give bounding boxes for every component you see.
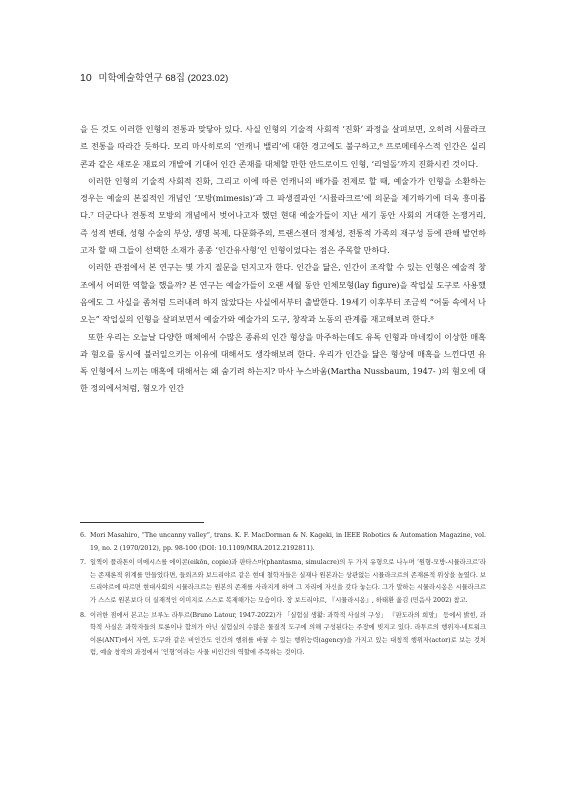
paragraph: 또한 우리는 오늘날 다양한 매체에서 수많은 종류의 인간 형상을 마주하는데도 유독 인형과 마네킹이 이상한 매혹과 혐오를 동시에 불러일으키는 이유에 대해서도 생각해보려 한다. 우리가 인간을 닮은 형상에 매혹을 느낀다면 유독 인형에서 느끼는 매혹에 대해서는 왜 숨기려 하는지? 마사 누스바움(Martha Nussbaum, 1947- )의 혐오에 대한 정의에서처럼, 혐오가 인간	[80, 331, 486, 394]
footnote-text: 이러한 점에서 본고는 브루노 라투르(Bruno Latour, 1947-2022)가 「실험실 생활: 과학적 사실의 구성」 『판도라의 희망』 등에서 밝힌, 과학적 사실은 과학자들의 토론이나 합의가 아닌 실험실의 수많은 물질적 도구에 의해 구성된다는 주장에 빚지고 있다. 라투르의 행위자-네트워크 이론(ANT)에서 자연, 도구와 같은 비인간도 인간의 행위를 바꿀 수 있는 행위능력(agency)을 가지고 있는 대칭적 행위자(actor)로 보는 것처럼, 예술 창작의 과정에서 ‘인형’이라는 사물 비인간의 역할에 주목하는 것이다.	[90, 611, 486, 657]
journal-title: 미학예술학연구 68집 (2023.02)	[98, 73, 229, 84]
body-text	[80, 121, 486, 398]
footnote-separator	[80, 522, 204, 523]
footnote-text: 일찍이 플라톤이 미메시스를 에이콘(eikōn, copie)과 판타스마(phantasma, simulacre)의 두 가지 유형으로 나누며 ‘원형-모방-시뮬라크르’라는 존재론적 위계를 만들었다면, 들뢰즈와 보드리야르 같은 현대 철학자들은 실재나 원본과는 상관없는 시뮬라크르의 존재론적 위상을 높였다. 보드리야르에 따르면 현대사회의 시뮬라크르는 원본의 존재를 사라지게 하며 그 자리에 자신을 갖다 놓는다. 그가 말하는 시뮬라시옹은 시뮬라크르가 스스로 원본보다 더 실재적인 이미지로 스스로 복제해가는 모습이다. 장 보드리야르, 『시뮬라시옹』, 하태환 옮김 (민음사 2002) 참고.	[90, 559, 486, 604]
paragraph: 이러한 인형의 기술적 사회적 진화, 그리고 이에 따른 언캐니의 배가를 전제로 할 때, 예술가가 인형을 소환하는 경우는 예술의 본질적인 개념인 ‘모방(mimesis)’과 그 파생결과인 ‘시뮬라크르’에 의문을 제기하기에 더욱 흥미롭다.⁷ 더군다나 전통적 모방의 개념에서 벗어나고자 했던 현대 예술가들이 지난 세기 동안 사회의 거대한 논쟁거리, 즉 성적 변태, 성형 수술의 부상, 생명 복제, 다문화주의, 트랜스젠더 정체성, 전통적 가족의 재구성 등에 관해 발언하고자 할 때 그들이 선택한 소재가 종종 ‘인간유사형’인 인형이었다는 점은 주목할 만하다.	[80, 175, 486, 256]
footnote-number: 7.	[80, 559, 87, 567]
paragraph: 을 든 것도 이러한 인형의 전통과 맞닿아 있다. 사실 인형의 기술적 사회적 ‘진화’ 과정을 살펴보면, 오히려 시뮬라크르 전통을 따라간 듯하다. 모리 마사히로의 ‘언캐니 밸리’에 대한 경고에도 불구하고,⁶ 프로메테우스적 인간은 실리콘과 같은 새로운 재료의 개발에 기대어 인간 존재를 대체할 만한 안드로이드 인형, ‘리얼돌’까지 진화시킨 것이다.	[80, 124, 486, 169]
footnote-number: 8.	[80, 611, 87, 619]
footnote	[80, 530, 486, 555]
running-header	[80, 70, 228, 84]
footnotes	[80, 530, 486, 662]
footnote	[80, 610, 486, 660]
footnote-text: Mori Masahiro, “The uncanny valley”, trans. K. F. MacDorman & N. Kageki, in IEEE Robotics & Automation Magazine, vol. 19, no. 2 (1970/2012), pp. 98-100 (DOI: 10.1109/MRA.2012.2192811).	[90, 532, 486, 552]
footnote-number: 6.	[80, 532, 87, 539]
footnote	[80, 557, 486, 607]
paragraph: 이러한 관점에서 본 연구는 몇 가지 질문을 던지고자 한다. 인간을 닮은, 인간이 조작할 수 있는 인형은 예술적 창조에서 어떠한 역할을 했을까? 본 연구는 예술가들이 오랜 세월 동안 인체모형(lay figure)을 작업실 도구로 사용했음에도 그 사실을 좀처럼 드러내려 하지 않았다는 사실에서부터 출발한다. 19세기 이후부터 조금씩 “어둠 속에서 나오는” 작업실의 인형을 살펴보면서 예술가와 예술가의 도구, 창작과 노동의 관계를 재고해보려 한다.⁸	[80, 262, 486, 325]
page-number: 10	[80, 72, 92, 84]
